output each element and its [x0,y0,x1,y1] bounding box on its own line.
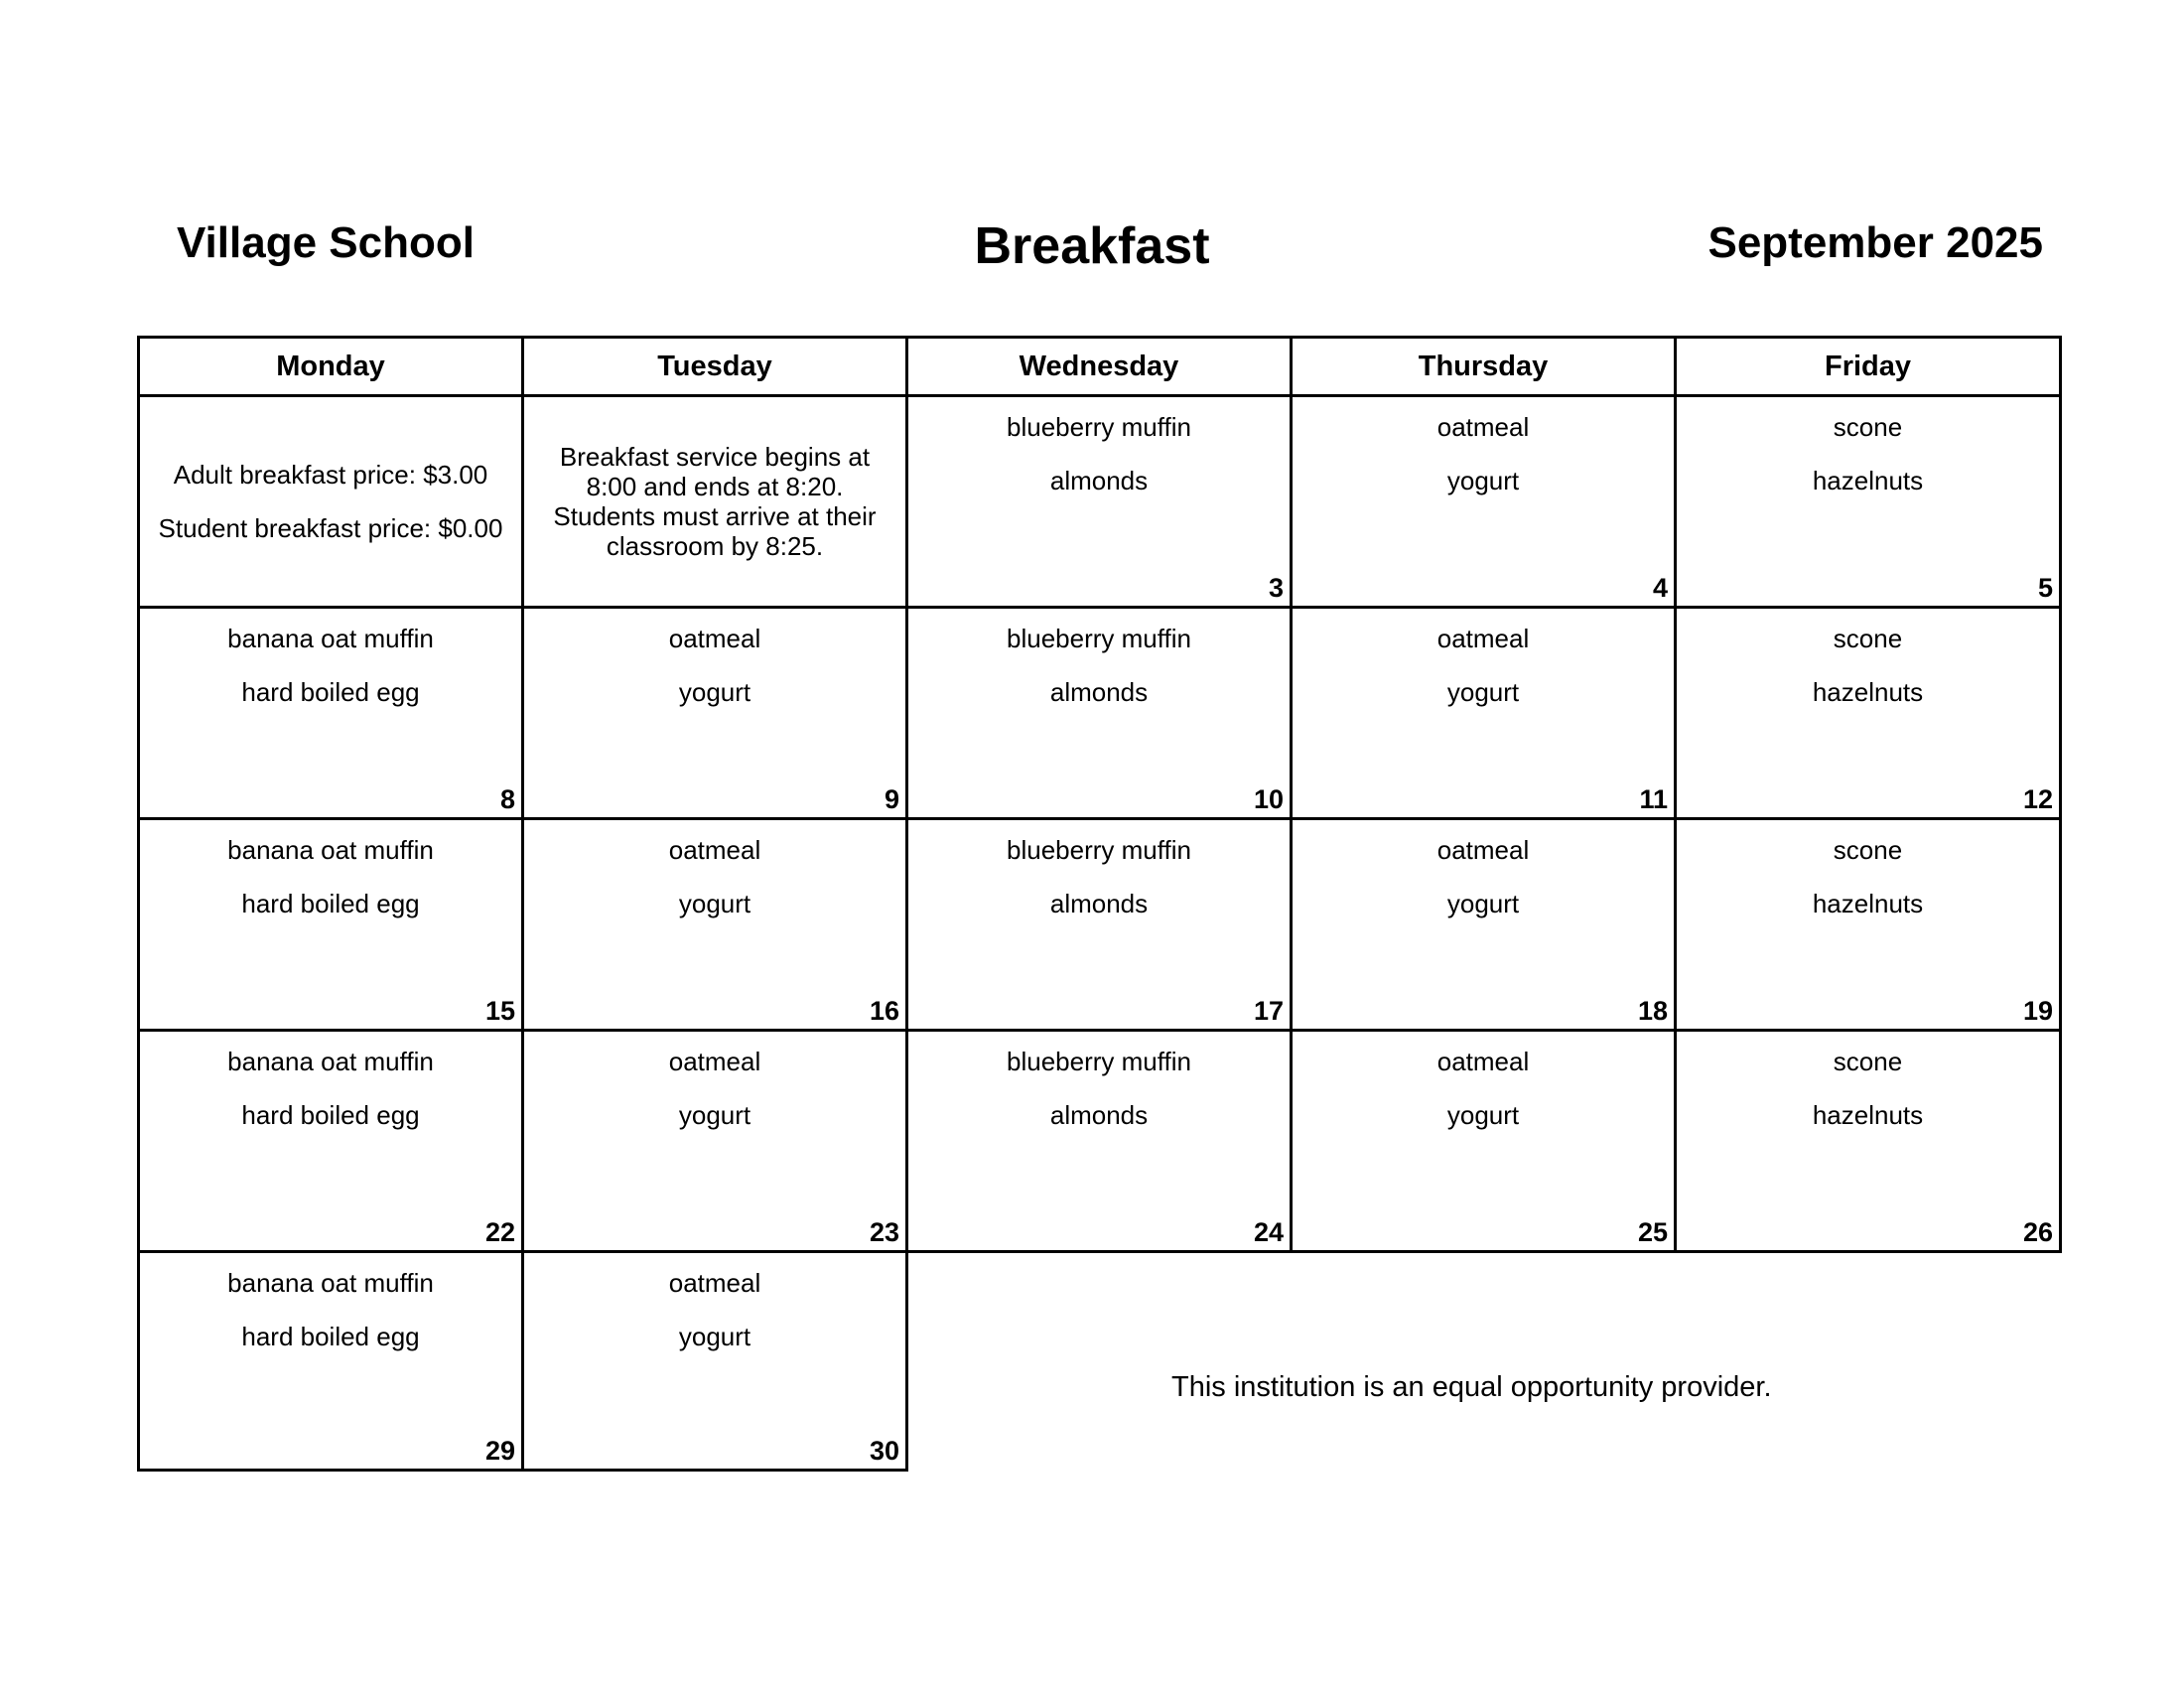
calendar-day-cell [521,606,908,820]
menu-items [524,623,905,730]
equal-opportunity-statement: This institution is an equal opportunity provider. [1171,1371,1772,1403]
calendar-day-cell [521,1029,908,1253]
day-header-wednesday: Wednesday [905,336,1293,397]
menu-item: almonds [1049,677,1149,707]
menu-item: oatmeal [1436,624,1530,653]
menu-items [908,1046,1290,1153]
menu-item: almonds [1049,466,1149,495]
menu-item: hard boiled egg [241,677,420,707]
menu-item: oatmeal [668,1047,761,1076]
menu-item: banana oat muffin [227,1268,434,1298]
day-header-monday: Monday [137,336,524,397]
menu-item: oatmeal [668,624,761,653]
menu-item: scone [1833,412,1903,442]
menu-item: scone [1833,1047,1903,1076]
menu-item: banana oat muffin [227,624,434,653]
menu-items [1677,411,2059,518]
calendar-day-cell [137,1250,524,1472]
service-info-cell [521,394,908,609]
menu-items [1677,623,2059,730]
menu-item: hazelnuts [1812,1100,1924,1130]
menu-item: oatmeal [668,835,761,865]
menu-item: yogurt [678,1100,751,1130]
calendar-day-cell [521,1250,908,1472]
menu-items [524,834,905,941]
menu-item: blueberry muffin [1007,624,1191,653]
menu-items [1293,1046,1674,1153]
day-number: 16 [869,996,899,1026]
day-number: 5 [2037,573,2053,603]
day-header-friday: Friday [1674,336,2062,397]
calendar-day-cell [137,817,524,1032]
menu-item: scone [1833,835,1903,865]
menu-item: hard boiled egg [241,1100,420,1130]
calendar-day-cell [1674,394,2062,609]
calendar-day-cell [1290,606,1677,820]
menu-item: blueberry muffin [1007,1047,1191,1076]
calendar-day-cell [1290,394,1677,609]
menu-items [908,834,1290,941]
menu-item: blueberry muffin [1007,412,1191,442]
day-number: 19 [2022,996,2053,1026]
menu-item: oatmeal [1436,835,1530,865]
price-info-cell [137,394,524,609]
menu-item: yogurt [1446,889,1520,918]
menu-item: blueberry muffin [1007,835,1191,865]
day-number: 17 [1253,996,1284,1026]
day-number: 23 [869,1217,899,1247]
menu-items [908,623,1290,730]
calendar-day-cell [905,394,1293,609]
menu-items [1293,411,1674,518]
calendar-day-cell [1674,606,2062,820]
day-number: 22 [484,1217,515,1247]
menu-item: banana oat muffin [227,835,434,865]
menu-items [1293,834,1674,941]
menu-item: yogurt [678,889,751,918]
month-label: September 2025 [1707,218,2043,267]
calendar-day-cell [1290,817,1677,1032]
day-number: 4 [1652,573,1668,603]
student-price: Student breakfast price: $0.00 [158,513,503,543]
menu-item: almonds [1049,889,1149,918]
day-header-tuesday: Tuesday [521,336,908,397]
calendar-day-cell [137,606,524,820]
adult-price: Adult breakfast price: $3.00 [173,460,488,490]
menu-item: almonds [1049,1100,1149,1130]
menu-item: hard boiled egg [241,889,420,918]
menu-item: yogurt [678,1322,751,1351]
menu-items [140,1046,521,1153]
menu-items [1677,1046,2059,1153]
menu-item: yogurt [1446,466,1520,495]
menu-items [908,411,1290,518]
calendar-day-cell [1290,1029,1677,1253]
menu-item: oatmeal [668,1268,761,1298]
day-number: 25 [1637,1217,1668,1247]
menu-items [1293,623,1674,730]
menu-items [524,1046,905,1153]
menu-item: hazelnuts [1812,466,1924,495]
day-number: 9 [884,784,899,814]
day-number: 18 [1637,996,1668,1026]
day-number: 12 [2022,784,2053,814]
calendar-day-cell [905,817,1293,1032]
menu-item: hazelnuts [1812,889,1924,918]
day-number: 30 [869,1436,899,1466]
menu-item: hazelnuts [1812,677,1924,707]
calendar-day-cell [137,1029,524,1253]
menu-items [140,623,521,730]
menu-item: banana oat muffin [227,1047,434,1076]
calendar-day-cell [905,606,1293,820]
calendar-day-cell [1674,1029,2062,1253]
price-info [148,397,513,606]
menu-item: yogurt [1446,1100,1520,1130]
calendar-day-cell [521,817,908,1032]
menu-item: oatmeal [1436,1047,1530,1076]
day-number: 8 [499,784,515,814]
day-number: 24 [1253,1217,1284,1247]
calendar-day-cell [1674,817,2062,1032]
menu-items [524,1267,905,1374]
menu-item: scone [1833,624,1903,653]
day-number: 26 [2022,1217,2053,1247]
day-number: 10 [1253,784,1284,814]
menu-item: yogurt [1446,677,1520,707]
menu-title: Breakfast [974,217,1210,275]
day-number: 3 [1268,573,1284,603]
menu-items [140,834,521,941]
menu-item: yogurt [678,677,751,707]
calendar-day-cell [905,1029,1293,1253]
day-number: 29 [484,1436,515,1466]
day-number: 15 [484,996,515,1026]
service-hours-note: Breakfast service begins at 8:00 and ends at 8:20. Students must arrive at their classroom by 8:25. [553,442,877,561]
menu-items [1677,834,2059,941]
menu-item: hard boiled egg [241,1322,420,1351]
menu-items [140,1267,521,1374]
menu-item: oatmeal [1436,412,1530,442]
day-header-thursday: Thursday [1290,336,1677,397]
day-number: 11 [1639,784,1668,814]
school-name: Village School [177,218,475,267]
